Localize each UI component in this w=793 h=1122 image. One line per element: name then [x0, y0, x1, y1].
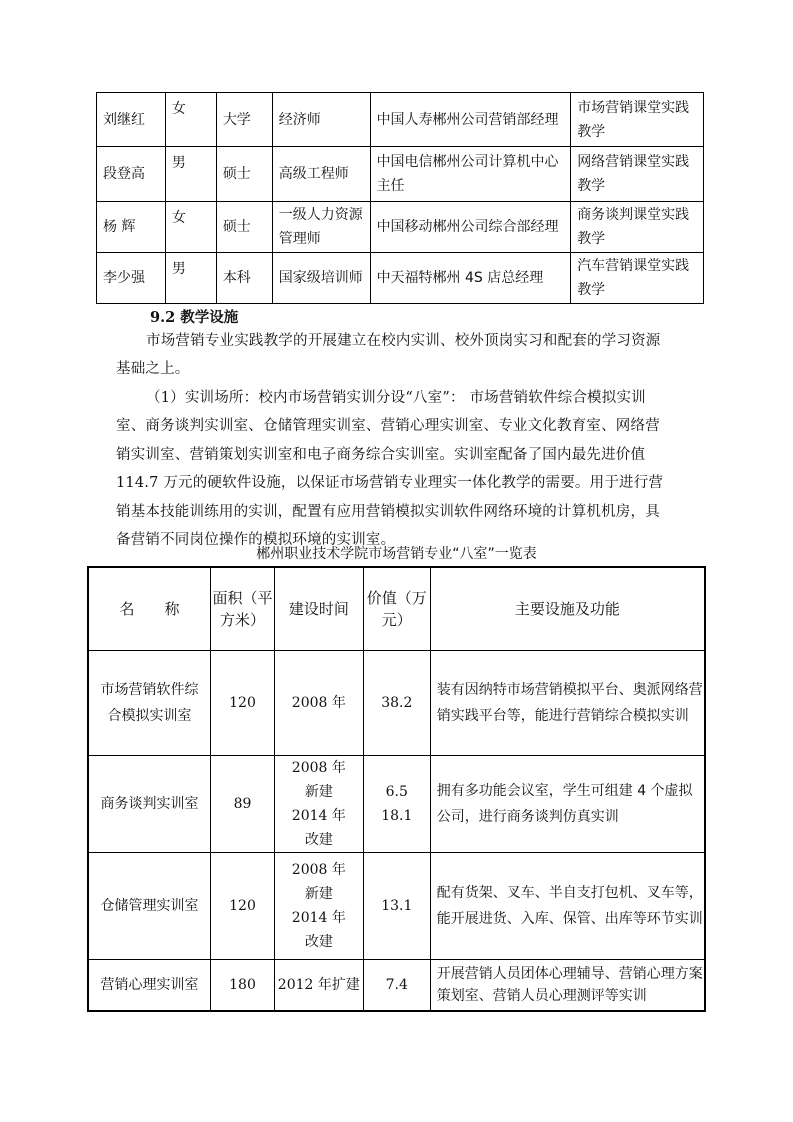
room-built: 2008 年	[274, 650, 363, 755]
staff-role: 商务谈判课堂实践教学	[571, 202, 704, 253]
room-built: 2008 年新建 2014 年改建	[274, 755, 363, 852]
header-value: 价值（万元）	[363, 567, 430, 650]
section-heading: 9.2 教学设施	[150, 309, 239, 326]
staff-title: 高级工程师	[272, 147, 370, 202]
paragraph-facilities: （1）实训场所：校内市场营销实训分设“八室”： 市场营销软件综合模拟实训室、商务谈判实训室、仓储管理实训室、营销心理实训室、专业文化教育室、网络营销实训室、营销策划实训室和电子商务综合实训室。实训室配备了国内最先进价值 114.7 万元的硬软件设施，以保证市场营销专业理实一体化教学的需要。用于进行营销基本技能训练用的实训，配置有应用营销模拟实训软件网络环境的计算机机房，具备营销不同岗位操作的模拟环境的实训室。	[116, 390, 664, 549]
room-built: 2012 年扩建	[274, 959, 363, 1011]
staff-title: 一级人力资源管理师	[272, 202, 370, 253]
table-header-row	[88, 567, 705, 650]
staff-gender: 女	[165, 202, 216, 253]
staff-education: 硕士	[216, 202, 272, 253]
room-name: 仓储管理实训室	[88, 852, 211, 959]
staff-role: 汽车营销课堂实践教学	[571, 253, 704, 304]
staff-position: 中天福特郴州 4S 店总经理	[370, 253, 571, 304]
room-value: 13.1	[363, 852, 430, 959]
room-area: 120	[211, 852, 275, 959]
staff-position: 中国电信郴州公司计算机中心主任	[370, 147, 571, 202]
staff-position: 中国人寿郴州公司营销部经理	[370, 93, 571, 147]
staff-role: 网络营销课堂实践教学	[571, 147, 704, 202]
room-built: 2008 年新建 2014 年改建	[274, 852, 363, 959]
table-row	[88, 650, 705, 755]
room-facilities: 拥有多功能会议室，学生可组建 4 个虚拟公司，进行商务谈判仿真实训	[430, 755, 705, 852]
rooms-table	[87, 566, 706, 1012]
staff-name: 刘继红	[97, 93, 166, 147]
staff-education: 大学	[216, 93, 272, 147]
staff-gender: 女	[165, 93, 216, 147]
staff-gender: 男	[165, 253, 216, 304]
room-value: 7.4	[363, 959, 430, 1011]
header-name: 名 称	[88, 567, 211, 650]
staff-education: 本科	[216, 253, 272, 304]
room-area: 120	[211, 650, 275, 755]
staff-name: 段登高	[97, 147, 166, 202]
room-facilities: 配有货架、叉车、半自支打包机、叉车等，能开展进货、入库、保管、出库等环节实训	[430, 852, 705, 959]
room-value: 38.2	[363, 650, 430, 755]
table-row	[97, 253, 704, 304]
header-built: 建设时间	[274, 567, 363, 650]
room-area: 89	[211, 755, 275, 852]
room-name: 商务谈判实训室	[88, 755, 211, 852]
staff-name: 杨 辉	[97, 202, 166, 253]
table-row	[97, 147, 704, 202]
table-row	[97, 202, 704, 253]
staff-education: 硕士	[216, 147, 272, 202]
table-row	[88, 852, 705, 959]
room-facilities: 装有因纳特市场营销模拟平台、奥派网络营销实践平台等，能进行营销综合模拟实训	[430, 650, 705, 755]
staff-table	[96, 92, 704, 304]
room-value: 6.5 18.1	[363, 755, 430, 852]
room-name: 营销心理实训室	[88, 959, 211, 1011]
table-row	[97, 93, 704, 147]
room-name: 市场营销软件综合模拟实训室	[88, 650, 211, 755]
room-area: 180	[211, 959, 275, 1011]
table-row	[88, 755, 705, 852]
staff-position: 中国移动郴州公司综合部经理	[370, 202, 571, 253]
table-caption: 郴州职业技术学院市场营销专业“八室”一览表	[256, 546, 537, 562]
staff-title: 国家级培训师	[272, 253, 370, 304]
staff-role: 市场营销课堂实践教学	[571, 93, 704, 147]
header-facilities: 主要设施及功能	[430, 567, 705, 650]
staff-name: 李少强	[97, 253, 166, 304]
staff-gender: 男	[165, 147, 216, 202]
staff-title: 经济师	[272, 93, 370, 147]
paragraph-intro: 市场营销专业实践教学的开展建立在校内实训、校外顶岗实习和配套的学习资源基础之上。	[116, 333, 661, 378]
header-area: 面积（平方米）	[211, 567, 275, 650]
room-facilities: 开展营销人员团体心理辅导、营销心理方案策划室、营销人员心理测评等实训	[430, 959, 705, 1011]
table-row	[88, 959, 705, 1011]
